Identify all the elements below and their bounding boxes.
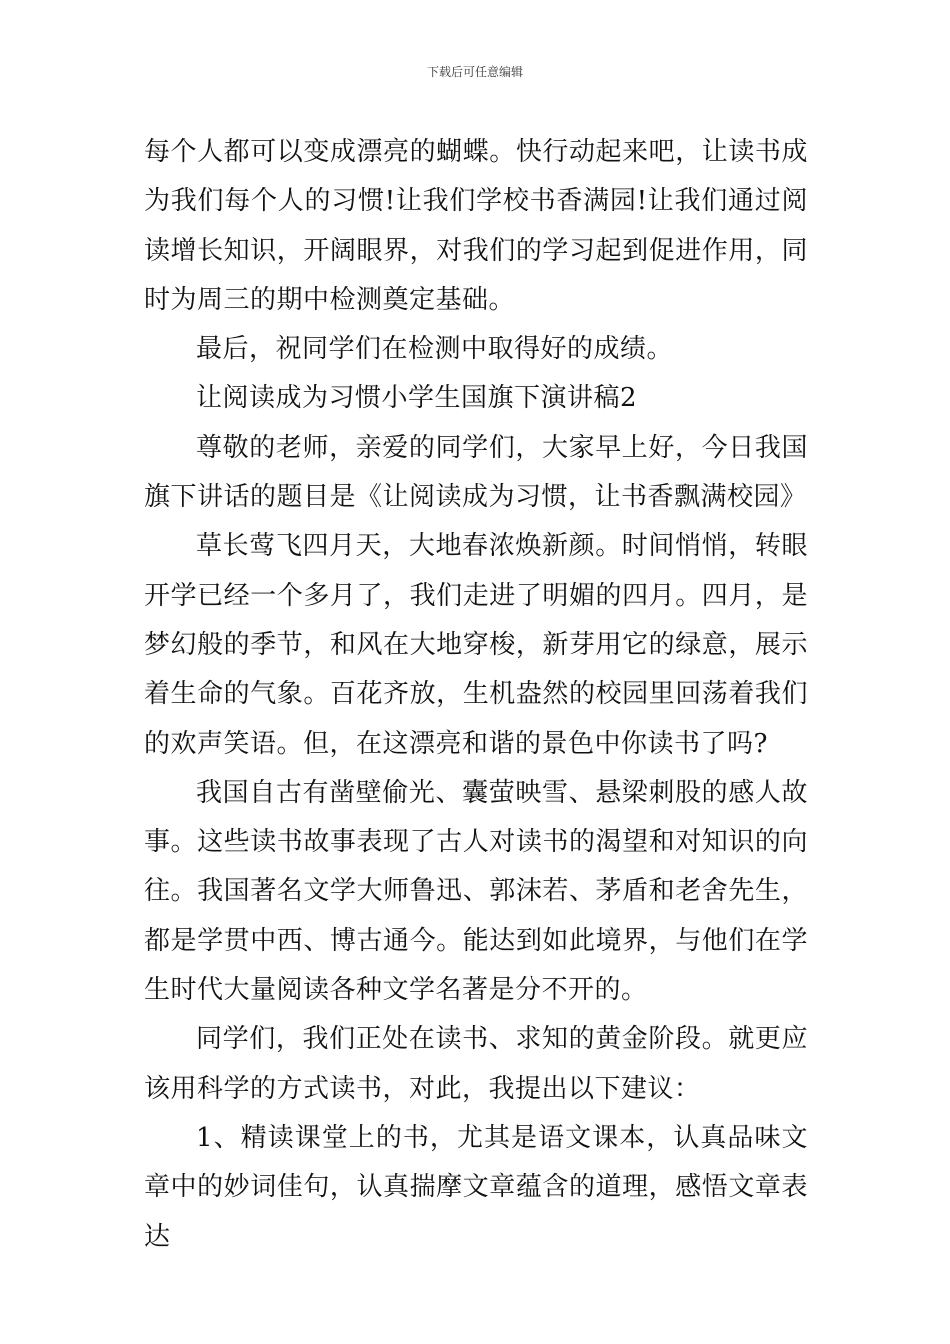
page-header-note: 下载后可任意编辑 <box>426 65 523 79</box>
paragraph-ancient-stories: 我国自古有凿壁偷光、囊萤映雪、悬梁刺股的感人故事。这些读书故事表现了古人对读书的渴望和对知识的向往。我国著名文学大师鲁迅、郭沫若、茅盾和老舍先生，都是学贯中西、博古通今。能达到如此境界，与他们在学生时代大量阅读各种文学名著是分不开的。 <box>144 777 808 1006</box>
paragraph-closing-wish: 最后，祝同学们在检测中取得好的成绩。 <box>196 334 674 365</box>
paragraph-greeting: 尊敬的老师，亲爱的同学们，大家早上好，今日我国旗下讲话的题目是《让阅读成为习惯，让书香飘满校园》 <box>144 432 808 513</box>
paragraph-suggestion-intro: 同学们，我们正处在读书、求知的黄金阶段。就更应该用科学的方式读书，对此，我提出以下建议： <box>144 1024 808 1104</box>
document-body <box>144 128 808 1262</box>
paragraph-continuation: 每个人都可以变成漂亮的蝴蝶。快行动起来吧，让读书成为我们每个人的习惯!让我们学校书香满园!让我们通过阅读增长知识，开阔眼界，对我们的学习起到促进作用，同时为周三的期中检测奠定基础。 <box>144 137 808 315</box>
section-title: 让阅读成为习惯小学生国旗下演讲稿2 <box>196 383 638 414</box>
paragraph-suggestion-1: 1、精读课堂上的书，尤其是语文课本，认真品味文章中的妙词佳句，认真揣摩文章蕴含的道理，感悟文章表达 <box>144 1122 808 1252</box>
paragraph-spring: 草长莺飞四月天，大地春浓焕新颜。时间悄悄，转眼开学已经一个多月了，我们走进了明媚的四月。四月，是梦幻般的季节，和风在大地穿梭，新芽用它的绿意，展示着生命的气象。百花齐放，生机盎然的校园里回荡着我们的欢声笑语。但，在这漂亮和谐的景色中你读书了吗? <box>144 531 808 759</box>
